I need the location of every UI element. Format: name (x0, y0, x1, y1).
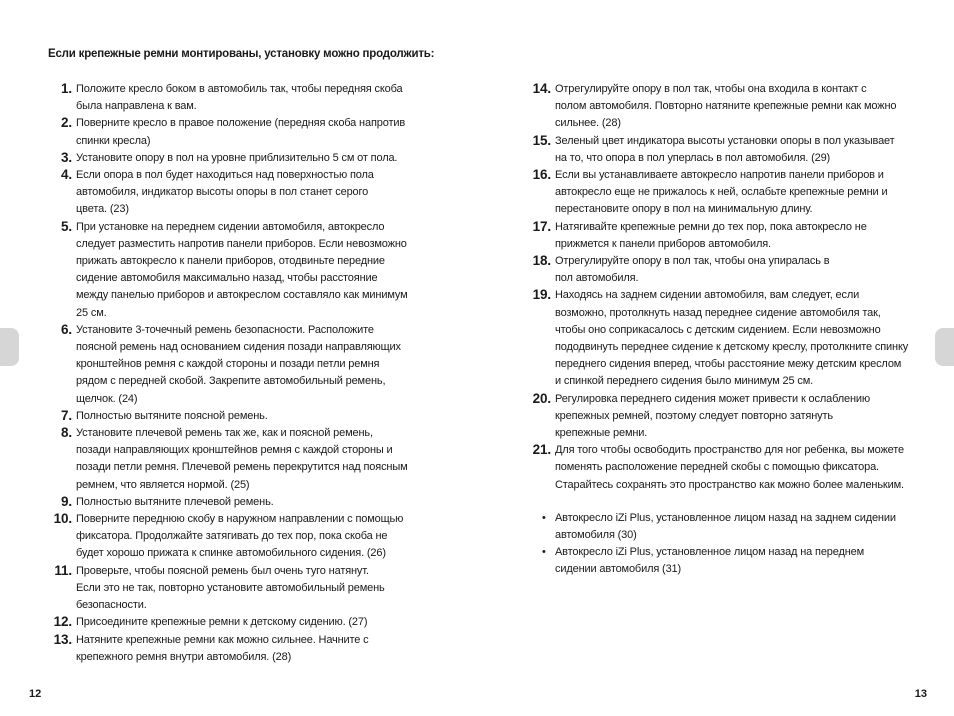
step-item (527, 442, 927, 494)
step-text-line: и спинкой переднего сидения было минимум 25 см. (555, 375, 814, 388)
step-text-line: перестановите опору в пол на минимальную длину. (555, 203, 813, 216)
step-text-line: Присоедините крепежные ремни к детскому сидению. (27) (76, 616, 368, 629)
step-text-line: Зеленый цвет индикатора высоты установки опоры в пол указывает (555, 134, 895, 147)
bullet-item (527, 544, 927, 578)
bullet-text-line: Автокресло iZi Plus, установленное лицом назад на заднем сидении (555, 511, 896, 524)
step-text-line: Положите кресло боком в автомобиль так, чтобы передняя скоба (76, 83, 403, 95)
step-text-line: сильнее. (28) (555, 117, 621, 130)
step-text-line: кронштейнов ремня с каждой стороны и позади петли ремня (76, 358, 380, 371)
step-number: 18. (532, 253, 551, 269)
bullet-text-line: сидении автомобиля (31) (555, 563, 682, 576)
step-text-line: автокресло еще не прижалось к ней, ослабьте крепежные ремни и (555, 186, 888, 199)
bullet-list (527, 510, 927, 579)
page-number-left: 12 (29, 688, 42, 700)
step-text-line: между панелью приборов и автокреслом составляло как минимум (76, 289, 408, 302)
step-number: 4. (61, 167, 72, 183)
step-text-line: позади петли ремня. Плечевой ремень перекрутится над поясным (76, 461, 408, 474)
step-item (48, 81, 428, 115)
step-text-line: Полностью вытяните плечевой ремень. (76, 495, 274, 508)
step-number: 12. (53, 614, 72, 630)
right-steps-list (527, 81, 927, 494)
step-number: 9. (61, 493, 72, 509)
step-item (48, 408, 428, 425)
step-text-line: полом автомобиля. Повторно натяните крепежные ремни как можно (555, 100, 897, 113)
step-number: 1. (61, 81, 72, 96)
step-text-line: Если опора в пол будет находиться над поверхностью пола (76, 169, 374, 182)
step-text-line: Отрегулируйте опору в пол так, чтобы она входила в контакт с (555, 83, 867, 95)
right-column (527, 81, 927, 579)
step-text-line: Находясь на заднем сидении автомобиля, вам следует, если (555, 289, 860, 302)
step-text-line: щелчок. (24) (76, 392, 138, 405)
step-item (48, 511, 428, 563)
bullet-dot: • (542, 546, 546, 559)
step-text-line: следует разместить напротив панели приборов. Если невозможно (76, 237, 407, 250)
step-text-line: Установите опору в пол на уровне приблизительно 5 см от пола. (76, 151, 398, 164)
step-item (527, 391, 927, 443)
step-text-line: переднего сидения вперед, чтобы расстояние межу детским креслом (555, 358, 902, 371)
step-text-line: Полностью вытяните поясной ремень. (76, 409, 268, 422)
step-text-line: При установке на переднем сидении автомобиля, автокресло (76, 220, 385, 233)
step-number: 15. (532, 132, 551, 148)
step-text-line: автомобиля, индикатор высоты опоры в пол станет серого (76, 186, 369, 199)
step-number: 6. (61, 321, 72, 337)
step-text-line: Поверните кресло в правое положение (передняя скоба напротив (76, 117, 406, 130)
step-item (527, 219, 927, 253)
step-number: 14. (532, 81, 551, 96)
step-text-line: Старайтесь сохранять это пространство как можно более маленьким. (555, 478, 904, 491)
step-number: 2. (61, 115, 72, 131)
step-text-line: крепежных ремней, поэтому следует повторно затянуть (555, 409, 833, 422)
step-number: 17. (532, 218, 551, 234)
step-item (48, 115, 428, 149)
step-text-line: Поверните переднюю скобу в наружном направлении с помощью (76, 513, 404, 526)
step-item (48, 425, 428, 494)
step-text-line: Регулировка переднего сидения может привести к ослаблению (555, 392, 870, 405)
step-text-line: крепежные ремни. (555, 427, 648, 440)
bullet-item (527, 510, 927, 544)
step-text-line: была направлена к вам. (76, 100, 197, 113)
step-item (48, 219, 428, 322)
step-number: 19. (532, 287, 551, 303)
step-text-line: возможно, протолкнуть назад переднее сидение автомобиля так, (555, 306, 881, 319)
step-text-line: поменять расположение передней скобы с помощью фиксатора. (555, 461, 879, 474)
step-item (48, 563, 428, 615)
step-text-line: Отрегулируйте опору в пол так, чтобы она упиралась в (555, 255, 830, 268)
step-number: 7. (61, 407, 72, 423)
step-text-line: фиксатора. Продолжайте затягивать до тех пор, пока скоба не (76, 530, 388, 543)
step-text-line: ремнем, что является нормой. (25) (76, 478, 250, 491)
step-item (527, 287, 927, 390)
step-text-line: крепежного ремня внутри автомобиля. (28) (76, 650, 292, 663)
step-text-line: прижмется к панели приборов автомобиля. (555, 237, 771, 250)
step-item (527, 253, 927, 287)
step-text-line: Установите 3-точечный ремень безопасности. Расположите (76, 323, 374, 336)
step-text-line: цвета. (23) (76, 203, 129, 216)
bullet-text-line: автомобиля (30) (555, 529, 637, 542)
step-item (527, 167, 927, 219)
step-item (527, 81, 927, 133)
step-item (48, 494, 428, 511)
step-text-line: спинки кресла) (76, 134, 151, 147)
step-text-line: рядом с передней скобой. Закрепите автомобильный ремень, (76, 375, 386, 388)
step-number: 16. (532, 167, 551, 183)
step-text-line: прижать автокресло к панели приборов, отодвиньте передние (76, 255, 385, 268)
step-text-line: Натягивайте крепежные ремни до тех пор, пока автокресло не (555, 220, 867, 233)
step-item (48, 614, 428, 631)
step-number: 21. (532, 442, 551, 458)
step-item (48, 150, 428, 167)
step-text-line: Для того чтобы освободить пространство для ног ребенка, вы можете (555, 444, 905, 457)
step-number: 8. (61, 425, 72, 441)
step-text-line: на то, что опора в пол уперлась в пол автомобиля. (29) (555, 151, 831, 164)
bullet-text-line: Автокресло iZi Plus, установленное лицом назад на переднем (555, 546, 865, 559)
step-text-line: Если вы устанавливаете автокресло напротив панели приборов и (555, 169, 884, 182)
right-page-tab (935, 328, 954, 366)
step-item (48, 322, 428, 408)
step-number: 3. (61, 149, 72, 165)
page-number-right: 13 (914, 688, 927, 700)
step-text-line: сидение автомобиля максимально назад, чтобы расстояние (76, 272, 378, 285)
step-text-line: будет хорошо прижата к спинке автомобильного сидения. (26) (76, 547, 386, 560)
left-column (48, 81, 428, 666)
step-text-line: чтобы оно соприкасалось с детским сидением. Если невозможно (555, 323, 881, 336)
step-item (48, 632, 428, 666)
step-text-line: Если это не так, повторно установите автомобильный ремень (76, 581, 385, 594)
step-text-line: 25 см. (76, 306, 107, 319)
step-text-line: пододвинуть переднее сидение к детскому креслу, протолкните спинку (555, 341, 909, 354)
step-item (527, 133, 927, 167)
step-number: 20. (532, 390, 551, 406)
step-text-line: Установите плечевой ремень так же, как и поясной ремень, (76, 427, 373, 440)
step-text-line: безопасности. (76, 599, 147, 612)
step-item (48, 167, 428, 219)
step-text-line: позади направляющих кронштейнов ремня с каждой стороны и (76, 444, 393, 457)
step-text-line: пол автомобиля. (555, 272, 639, 285)
step-number: 5. (61, 218, 72, 234)
step-number: 10. (53, 511, 72, 527)
step-text-line: Натяните крепежные ремни как можно сильнее. Начните с (76, 633, 369, 646)
bullet-dot: • (542, 511, 546, 524)
step-number: 13. (53, 631, 72, 647)
step-text-line: поясной ремень над основанием сидения позади направляющих (76, 341, 401, 354)
left-page-tab (0, 328, 19, 366)
section-heading: Если крепежные ремни монтированы, установку можно продолжить: (48, 48, 435, 60)
step-number: 11. (54, 562, 72, 578)
step-text-line: Проверьте, чтобы поясной ремень был очень туго натянут. (76, 564, 369, 577)
